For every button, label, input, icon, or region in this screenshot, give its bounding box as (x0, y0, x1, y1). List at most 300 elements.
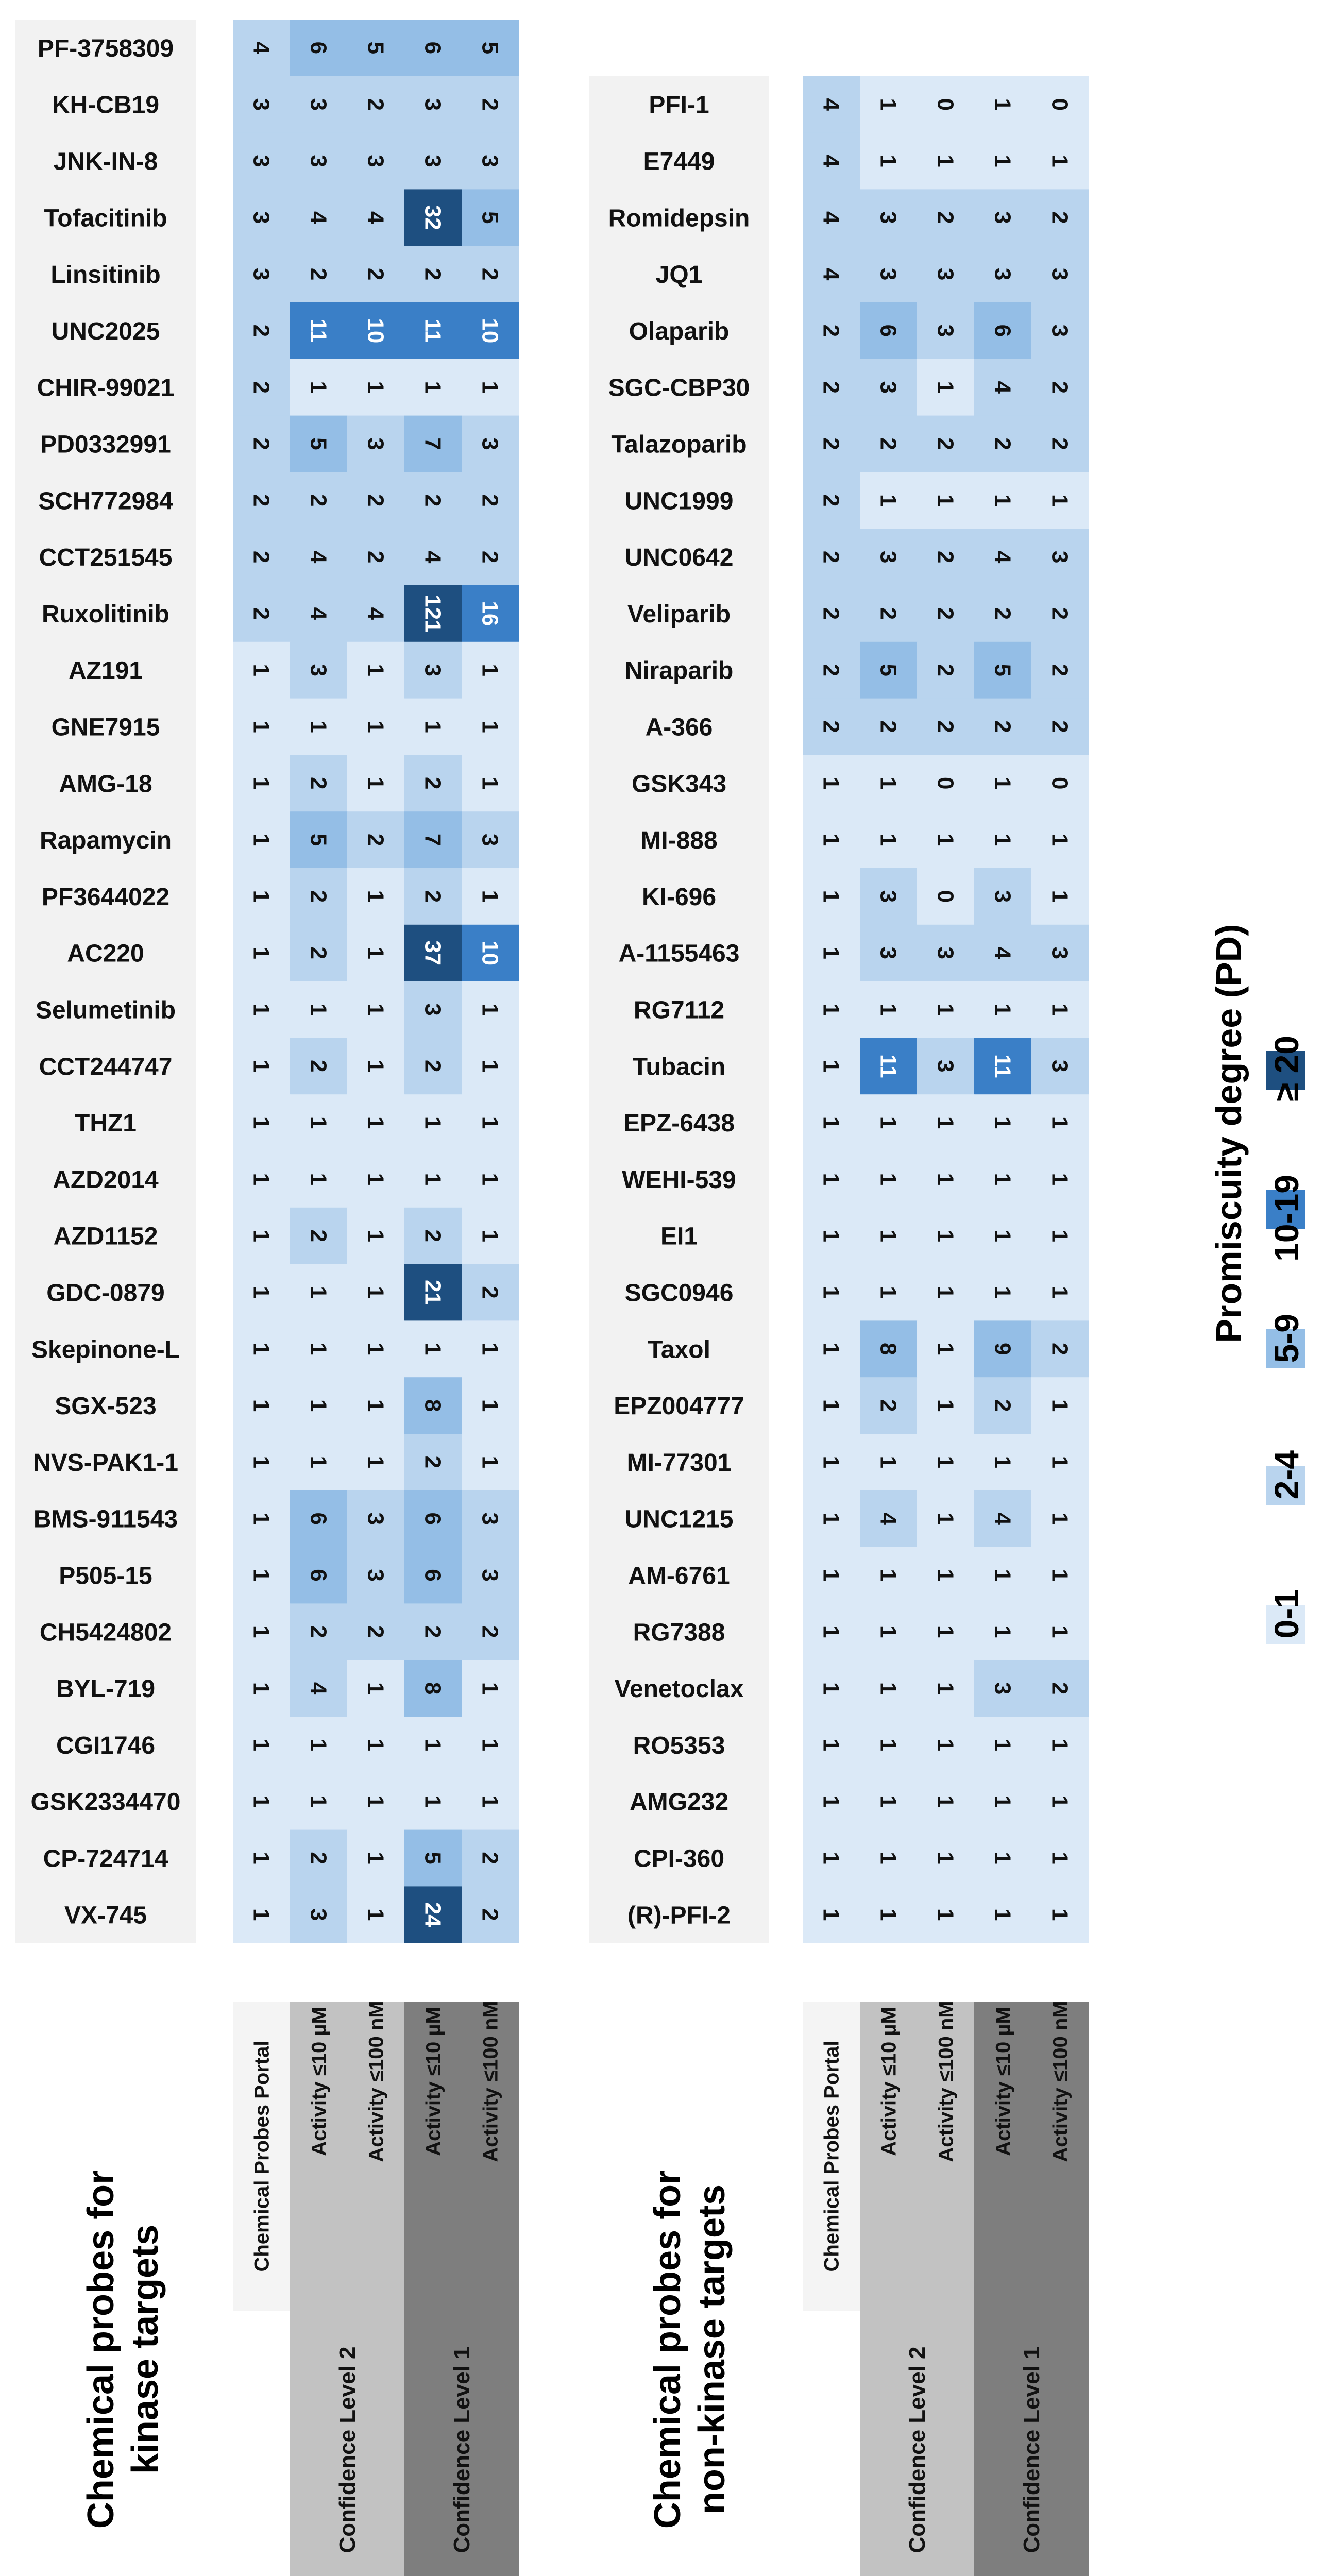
column-header: Activity ≤100 nM (935, 2001, 958, 2162)
cell-value: 6 (875, 324, 901, 337)
cell-value: 1 (875, 1173, 901, 1186)
cell-value: 1 (248, 890, 274, 903)
cell-value: 1 (990, 1003, 1015, 1016)
cell-value: 1 (1047, 155, 1073, 167)
cell-value: 1 (990, 833, 1015, 846)
cell-value: 4 (818, 98, 844, 111)
cell-value: 1 (990, 1455, 1015, 1469)
row-label: (R)-PFI-2 (627, 1902, 731, 1929)
cell-value: 6 (306, 41, 331, 55)
cell-value: 1 (932, 1625, 958, 1638)
column-header: Activity ≤100 nM (479, 2001, 502, 2162)
cell-value: 1 (248, 1625, 274, 1638)
cell-value: 4 (818, 155, 844, 167)
cell-value: 2 (818, 381, 844, 394)
cell-value: 2 (420, 890, 446, 903)
cell-value: 3 (363, 1569, 388, 1582)
cell-value: 1 (875, 1908, 901, 1921)
cell-value: 2 (477, 1908, 503, 1921)
cell-value: 1 (932, 1569, 958, 1582)
cell-value: 1 (875, 1229, 901, 1242)
cell-value: 3 (875, 267, 901, 281)
cell-value: 3 (248, 211, 274, 224)
row-label: Tofacitinib (44, 205, 167, 232)
cell-value: 1 (1047, 1003, 1073, 1016)
cell-value: 1 (248, 833, 274, 846)
cell-value: 5 (306, 437, 331, 450)
cell-value: 10 (477, 940, 503, 966)
cell-value: 0 (932, 98, 958, 111)
cell-value: 2 (248, 550, 274, 564)
cell-value: 1 (420, 1116, 446, 1129)
group-label: Confidence Level 2 (905, 2346, 930, 2553)
cell-value: 1 (306, 1003, 331, 1016)
cell-value: 4 (875, 1512, 901, 1525)
cell-value: 1 (1047, 890, 1073, 903)
row-label: AM-6761 (628, 1562, 730, 1590)
cell-value: 1 (990, 98, 1015, 111)
cell-value: 1 (818, 1682, 844, 1695)
panel-title: Chemical probes forkinase targets (80, 2170, 166, 2529)
cell-value: 2 (477, 1852, 503, 1865)
row-label: PFI-1 (649, 91, 709, 119)
cell-value: 6 (306, 1569, 331, 1582)
row-label: GSK343 (631, 770, 727, 798)
cell-value: 1 (248, 1569, 274, 1582)
row-label: AC220 (67, 940, 144, 968)
cell-value: 3 (477, 833, 503, 846)
cell-value: 1 (477, 1455, 503, 1469)
row-label: GDC-0879 (46, 1279, 165, 1307)
cell-value: 1 (932, 1852, 958, 1865)
cell-value: 1 (818, 1003, 844, 1016)
row-label: MI-888 (640, 827, 718, 855)
cell-value: 3 (477, 1569, 503, 1582)
cell-value: 2 (1047, 381, 1073, 394)
cell-value: 4 (306, 211, 331, 224)
cell-value: 1 (306, 1343, 331, 1355)
cell-value: 2 (363, 494, 388, 507)
cell-value: 2 (932, 437, 958, 450)
cell-value: 3 (248, 155, 274, 167)
cell-value: 3 (1047, 1060, 1073, 1073)
cell-value: 1 (248, 1229, 274, 1242)
panel-2 (589, 76, 1089, 2576)
cell-value: 1 (932, 1116, 958, 1129)
cell-value: 2 (420, 1060, 446, 1073)
cell-value: 1 (990, 1286, 1015, 1299)
cell-value: 8 (420, 1399, 446, 1412)
cell-value: 1 (306, 1116, 331, 1129)
cell-value: 1 (363, 1852, 388, 1865)
cell-value: 6 (420, 41, 446, 55)
cell-value: 1 (248, 1512, 274, 1525)
cell-value: 1 (248, 1795, 274, 1808)
cell-value: 3 (990, 211, 1015, 224)
cell-value: 1 (875, 1455, 901, 1469)
column-header: Activity ≤100 nM (1049, 2001, 1072, 2162)
cell-value: 1 (1047, 1569, 1073, 1582)
cell-value: 1 (363, 890, 388, 903)
cell-value: 3 (932, 946, 958, 959)
cell-value: 2 (306, 1625, 331, 1638)
row-label: KH-CB19 (52, 91, 160, 119)
cell-value: 2 (477, 1625, 503, 1638)
cell-value: 4 (420, 550, 446, 564)
cell-value: 6 (306, 1512, 331, 1525)
cell-value: 11 (875, 1054, 901, 1078)
cell-value: 0 (932, 890, 958, 903)
cell-value: 1 (420, 720, 446, 733)
cell-value: 1 (818, 777, 844, 790)
cell-value: 3 (248, 267, 274, 281)
cell-value: 1 (932, 1682, 958, 1695)
row-label: Selumetinib (35, 996, 176, 1024)
row-label: PF3644022 (41, 883, 170, 911)
cell-value: 2 (306, 890, 331, 903)
cell-value: 2 (1047, 664, 1073, 676)
cell-value: 1 (818, 1908, 844, 1921)
cell-value: 6 (990, 324, 1015, 337)
row-label: CCT244747 (39, 1053, 173, 1081)
cell-value: 2 (990, 437, 1015, 450)
column-header: Activity ≤10 µM (992, 2007, 1015, 2156)
cell-value: 1 (477, 664, 503, 676)
cell-value: 1 (875, 494, 901, 507)
row-label: AMG-18 (59, 770, 152, 798)
cell-value: 1 (932, 1455, 958, 1469)
group-label: Confidence Level 1 (449, 2346, 474, 2553)
cell-value: 3 (306, 664, 331, 676)
cell-value: 16 (477, 601, 503, 626)
cell-value: 1 (990, 1173, 1015, 1186)
cell-value: 1 (248, 720, 274, 733)
column-header: Chemical Probes Portal (820, 2040, 843, 2272)
row-label: Veliparib (627, 600, 731, 628)
cell-value: 2 (248, 607, 274, 620)
cell-value: 1 (818, 1343, 844, 1355)
row-label: EPZ004777 (614, 1393, 744, 1420)
cell-value: 1 (818, 1625, 844, 1638)
cell-value: 1 (1047, 1116, 1073, 1129)
cell-value: 1 (420, 1738, 446, 1752)
row-label: PF-3758309 (37, 35, 174, 62)
cell-value: 1 (1047, 1738, 1073, 1752)
cell-value: 1 (248, 1399, 274, 1412)
legend (1209, 924, 1305, 1645)
cell-value: 2 (1047, 1682, 1073, 1695)
cell-value: 1 (875, 1286, 901, 1299)
cell-value: 3 (932, 267, 958, 281)
row-label: UNC1999 (624, 487, 734, 515)
cell-value: 1 (363, 1229, 388, 1242)
cell-value: 1 (875, 1625, 901, 1638)
cell-value: 11 (990, 1054, 1015, 1078)
row-label: SGC0946 (624, 1279, 734, 1307)
row-label: SGX-523 (55, 1393, 157, 1420)
cell-value: 1 (875, 98, 901, 111)
legend-label: 10-19 (1267, 1175, 1305, 1262)
cell-value: 121 (420, 595, 446, 633)
cell-value: 2 (1047, 720, 1073, 733)
cell-value: 5 (363, 41, 388, 55)
cell-value: 1 (363, 1003, 388, 1016)
cell-value: 24 (420, 1902, 446, 1927)
cell-value: 1 (818, 833, 844, 846)
cell-value: 2 (818, 550, 844, 564)
cell-value: 2 (818, 437, 844, 450)
cell-value: 1 (932, 1229, 958, 1242)
cell-value: 1 (248, 1060, 274, 1073)
cell-value: 1 (1047, 1399, 1073, 1412)
cell-value: 1 (363, 1795, 388, 1808)
cell-value: 1 (363, 946, 388, 959)
cell-value: 1 (1047, 1795, 1073, 1808)
cell-value: 1 (1047, 1286, 1073, 1299)
row-label: CPI-360 (633, 1845, 725, 1873)
cell-value: 3 (363, 155, 388, 167)
cell-value: 1 (248, 777, 274, 790)
cell-value: 2 (875, 607, 901, 620)
cell-value: 5 (420, 1852, 446, 1865)
cell-value: 8 (875, 1343, 901, 1355)
row-label: JQ1 (655, 261, 703, 289)
cell-value: 1 (932, 1512, 958, 1525)
cell-value: 2 (363, 267, 388, 281)
cell-value: 1 (248, 1738, 274, 1752)
cell-value: 1 (818, 1229, 844, 1242)
cell-value: 1 (477, 1682, 503, 1695)
cell-value: 1 (363, 1455, 388, 1469)
cell-value: 4 (818, 211, 844, 224)
cell-value: 9 (990, 1343, 1015, 1355)
column-header: Activity ≤10 µM (422, 2007, 445, 2156)
column-header: Activity ≤100 nM (365, 2001, 388, 2162)
cell-value: 1 (990, 494, 1015, 507)
row-label: CGI1746 (56, 1732, 156, 1759)
cell-value: 1 (248, 1286, 274, 1299)
cell-value: 1 (818, 1116, 844, 1129)
cell-value: 1 (990, 1229, 1015, 1242)
cell-value: 2 (477, 494, 503, 507)
cell-value: 0 (932, 777, 958, 790)
cell-value: 2 (248, 437, 274, 450)
cell-value: 2 (932, 720, 958, 733)
row-label: CCT251545 (39, 544, 173, 572)
row-label: Skepinone-L (31, 1336, 180, 1364)
cell-value: 1 (875, 833, 901, 846)
cell-value: 2 (363, 550, 388, 564)
cell-value: 1 (477, 1738, 503, 1752)
cell-value: 2 (990, 607, 1015, 620)
cell-value: 3 (477, 1512, 503, 1525)
cell-value: 1 (306, 1286, 331, 1299)
cell-value: 1 (306, 381, 331, 394)
row-label: AMG232 (629, 1788, 729, 1816)
cell-value: 1 (875, 1738, 901, 1752)
cell-value: 6 (420, 1569, 446, 1582)
cell-value: 3 (477, 155, 503, 167)
cell-value: 1 (477, 1795, 503, 1808)
cell-value: 10 (477, 318, 503, 344)
cell-value: 3 (306, 98, 331, 111)
cell-value: 3 (420, 155, 446, 167)
cell-value: 1 (1047, 1512, 1073, 1525)
cell-value: 4 (990, 550, 1015, 564)
row-label: RG7388 (633, 1619, 725, 1647)
cell-value: 1 (363, 1399, 388, 1412)
row-label: UNC1215 (624, 1505, 734, 1533)
row-label: NVS-PAK1-1 (33, 1449, 178, 1477)
cell-value: 0 (1047, 98, 1073, 111)
cell-value: 1 (420, 1795, 446, 1808)
column-header: Activity ≤10 µM (877, 2007, 901, 2156)
cell-value: 1 (363, 664, 388, 676)
row-label: Niraparib (624, 657, 734, 685)
cell-value: 2 (306, 1852, 331, 1865)
cell-value: 2 (420, 267, 446, 281)
cell-value: 1 (477, 381, 503, 394)
cell-value: 3 (875, 550, 901, 564)
cell-value: 1 (932, 1343, 958, 1355)
cell-value: 32 (420, 205, 446, 230)
cell-value: 21 (420, 1280, 446, 1305)
cell-value: 6 (420, 1512, 446, 1525)
panel-title: Chemical probes fornon-kinase targets (647, 2170, 733, 2529)
cell-value: 1 (932, 1286, 958, 1299)
cell-value: 1 (363, 1738, 388, 1752)
legend-label: 0-1 (1267, 1589, 1305, 1639)
cell-value: 1 (990, 1795, 1015, 1808)
cell-value: 1 (306, 1738, 331, 1752)
cell-value: 11 (306, 318, 331, 343)
cell-value: 5 (306, 833, 331, 846)
cell-value: 7 (420, 437, 446, 450)
cell-value: 1 (420, 381, 446, 394)
cell-value: 1 (932, 1795, 958, 1808)
cell-value: 3 (363, 1512, 388, 1525)
cell-value: 5 (477, 211, 503, 224)
cell-value: 1 (363, 720, 388, 733)
cell-value: 2 (818, 607, 844, 620)
row-label: THZ1 (75, 1110, 137, 1138)
row-label: PD0332991 (40, 431, 171, 459)
cell-value: 1 (1047, 1625, 1073, 1638)
cell-value: 7 (420, 833, 446, 846)
cell-value: 2 (306, 777, 331, 790)
column-header: Activity ≤10 µM (308, 2007, 331, 2156)
cell-value: 4 (990, 381, 1015, 394)
cell-value: 1 (420, 1173, 446, 1186)
row-label: CP-724714 (43, 1845, 168, 1873)
cell-value: 1 (932, 1738, 958, 1752)
row-label: Ruxolitinib (42, 600, 169, 628)
cell-value: 3 (306, 155, 331, 167)
cell-value: 1 (818, 1569, 844, 1582)
cell-value: 2 (990, 720, 1015, 733)
row-label: JNK-IN-8 (53, 148, 158, 176)
cell-value: 3 (932, 1060, 958, 1073)
cell-value: 2 (990, 1399, 1015, 1412)
cell-value: 4 (990, 1512, 1015, 1525)
cell-value: 2 (1047, 437, 1073, 450)
row-label: BYL-719 (56, 1675, 156, 1703)
cell-value: 1 (248, 1003, 274, 1016)
row-label: Romidepsin (608, 205, 750, 232)
row-label: RG7112 (633, 996, 725, 1024)
row-label: KI-696 (641, 883, 717, 911)
cell-value: 1 (875, 1852, 901, 1865)
cell-value: 4 (306, 1682, 331, 1695)
cell-value: 1 (1047, 1908, 1073, 1921)
row-label: Taxol (648, 1336, 710, 1364)
row-label: AZ191 (68, 657, 143, 685)
cell-value: 1 (306, 1795, 331, 1808)
cell-value: 1 (875, 1003, 901, 1016)
cell-value: 1 (932, 494, 958, 507)
cell-value: 3 (420, 1003, 446, 1016)
cell-value: 1 (990, 1852, 1015, 1865)
row-label: Olaparib (629, 317, 730, 345)
cell-value: 1 (818, 1060, 844, 1073)
cell-value: 1 (818, 1795, 844, 1808)
cell-value: 1 (248, 1173, 274, 1186)
cell-value: 3 (875, 890, 901, 903)
cell-value: 2 (477, 98, 503, 111)
cell-value: 1 (875, 1795, 901, 1808)
cell-value: 3 (477, 437, 503, 450)
cell-value: 1 (420, 1343, 446, 1355)
cell-value: 1 (248, 664, 274, 676)
cell-value: 2 (477, 267, 503, 281)
row-label: Rapamycin (39, 827, 172, 855)
cell-value: 1 (990, 777, 1015, 790)
cell-value: 1 (932, 1173, 958, 1186)
cell-value: 1 (363, 1908, 388, 1921)
cell-value: 1 (248, 946, 274, 959)
cell-value: 1 (477, 1343, 503, 1355)
cell-value: 1 (818, 1286, 844, 1299)
cell-value: 1 (306, 1455, 331, 1469)
cell-value: 2 (932, 550, 958, 564)
cell-value: 1 (990, 1908, 1015, 1921)
cell-value: 1 (1047, 1852, 1073, 1865)
cell-value: 1 (932, 155, 958, 167)
column-header: Chemical Probes Portal (250, 2040, 274, 2272)
cell-value: 5 (875, 664, 901, 676)
cell-value: 3 (1047, 550, 1073, 564)
cell-value: 3 (875, 946, 901, 959)
cell-value: 2 (1047, 1343, 1073, 1355)
cell-value: 1 (248, 1852, 274, 1865)
cell-value: 2 (306, 1229, 331, 1242)
cell-value: 11 (420, 318, 446, 343)
cell-value: 37 (420, 940, 446, 966)
cell-value: 1 (818, 890, 844, 903)
cell-value: 4 (306, 550, 331, 564)
cell-value: 1 (990, 1625, 1015, 1638)
cell-value: 1 (477, 890, 503, 903)
cell-value: 1 (875, 1116, 901, 1129)
cell-value: 3 (875, 381, 901, 394)
row-label: Tubacin (632, 1053, 726, 1081)
cell-value: 2 (477, 550, 503, 564)
cell-value: 3 (875, 211, 901, 224)
row-label: GSK2334470 (30, 1788, 181, 1816)
cell-value: 1 (363, 777, 388, 790)
cell-value: 1 (477, 1060, 503, 1073)
row-label: EI1 (660, 1223, 698, 1250)
